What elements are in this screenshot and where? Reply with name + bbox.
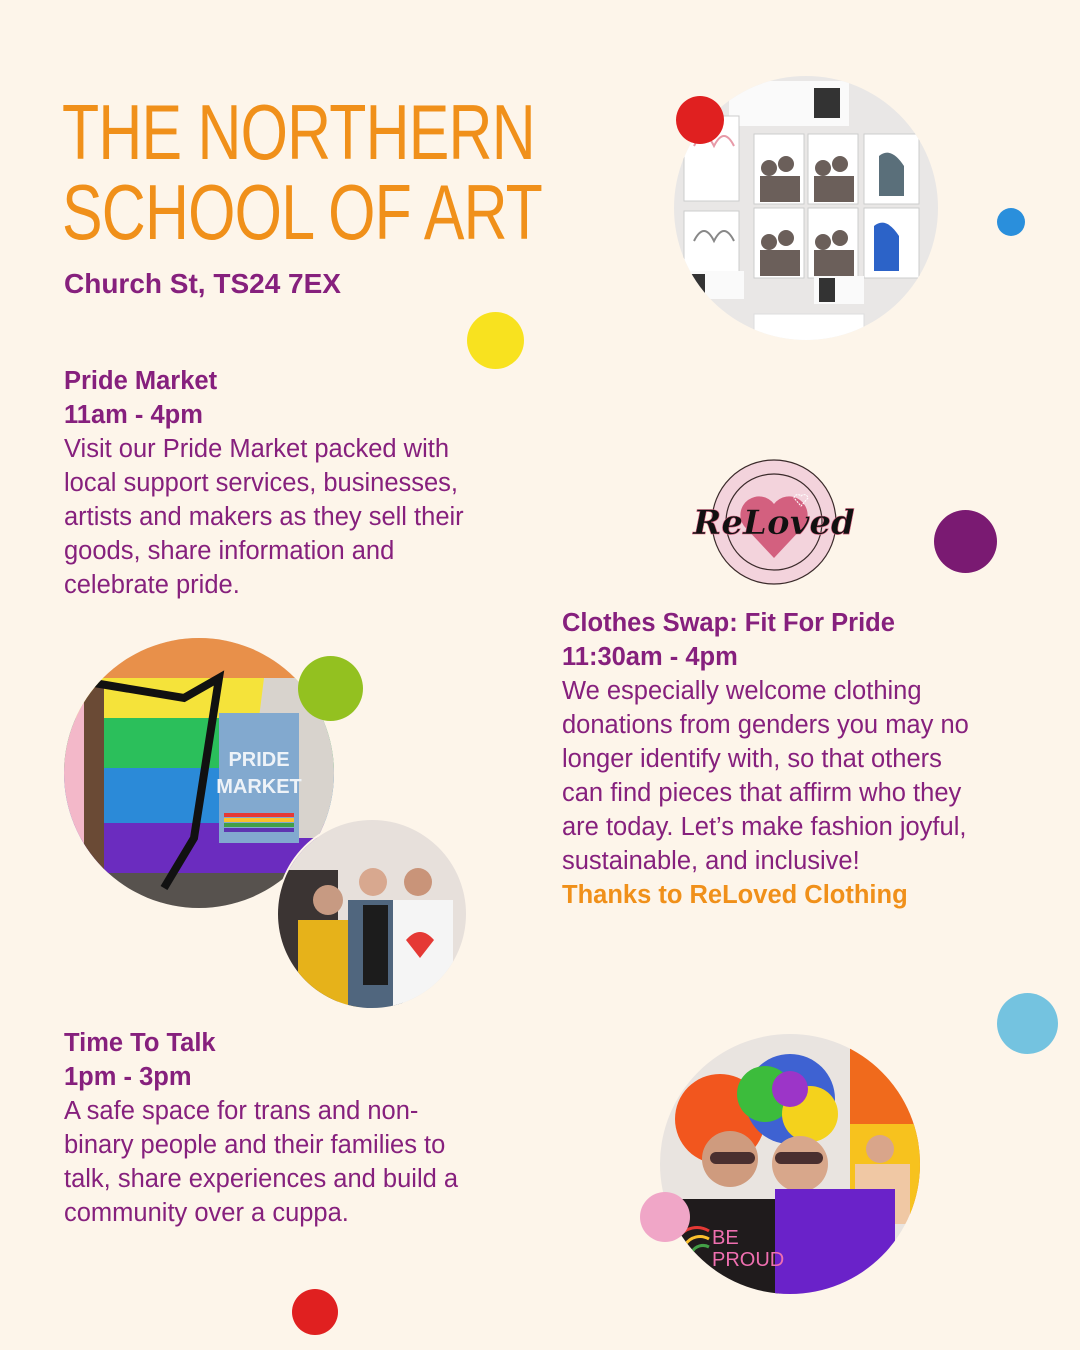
event-description-line: local support services, businesses, [64, 469, 459, 497]
svg-text:PROUD: PROUD [712, 1249, 785, 1271]
event-description-line: are today. Let’s make fashion joyful, [562, 813, 967, 841]
reloved-logo [686, 458, 861, 586]
photo-group [276, 818, 468, 1010]
decor-dot-blue [997, 208, 1025, 236]
event-time: 11am - 4pm [64, 401, 203, 429]
event-description-line: A safe space for trans and non- [64, 1097, 419, 1125]
event-time-to-talk [64, 1026, 544, 1230]
decor-dot-red-bottom [292, 1289, 338, 1335]
event-description-line: sustainable, and inclusive! [562, 847, 860, 875]
venue-title-line2: SCHOOL OF ART [62, 168, 543, 256]
decor-dot-red-top [676, 96, 724, 144]
sponsor-thanks: Thanks to ReLoved Clothing [562, 881, 908, 909]
svg-text:ReLoved: ReLoved [693, 503, 855, 543]
venue-title-line1: THE NORTHERN [62, 88, 535, 176]
event-description-line: goods, share information and [64, 537, 395, 565]
event-description-line: binary people and their families to [64, 1131, 446, 1159]
rainbow-wigs-image [660, 1034, 920, 1294]
event-title: Pride Market [64, 367, 218, 395]
venue-title [62, 88, 543, 256]
event-description-line: can find pieces that affirm who they [562, 779, 962, 807]
venue-address: Church St, TS24 7EX [64, 268, 341, 299]
decor-dot-light-blue [997, 993, 1058, 1054]
reloved-heart-icon [686, 458, 861, 586]
decor-dot-yellow [467, 312, 524, 369]
event-description-line: Visit our Pride Market packed with [64, 435, 450, 463]
event-pride-market [64, 364, 544, 602]
svg-text:PRIDE: PRIDE [228, 749, 290, 771]
event-description-line: We especially welcome clothing [562, 677, 922, 705]
decor-dot-green [298, 656, 363, 721]
event-description-line: community over a cuppa. [64, 1199, 349, 1227]
photo-rainbow-wigs [660, 1034, 920, 1294]
decor-dot-pink [640, 1192, 690, 1242]
event-description-line: artists and makers as they sell their [64, 503, 464, 531]
svg-text:BE: BE [712, 1227, 739, 1249]
event-time: 11:30am - 4pm [562, 643, 738, 671]
event-description-line: celebrate pride. [64, 571, 240, 599]
svg-text:MARKET: MARKET [216, 776, 302, 798]
decor-dot-plum [934, 510, 997, 573]
event-clothes-swap [562, 606, 1062, 912]
event-title: Clothes Swap: Fit For Pride [562, 609, 895, 637]
event-description-line: donations from genders you may no [562, 711, 969, 739]
event-title: Time To Talk [64, 1029, 216, 1057]
event-description-line: talk, share experiences and build a [64, 1165, 459, 1193]
event-time: 1pm - 3pm [64, 1063, 192, 1091]
group-image [278, 820, 466, 1008]
event-description-line: longer identify with, so that others [562, 745, 942, 773]
